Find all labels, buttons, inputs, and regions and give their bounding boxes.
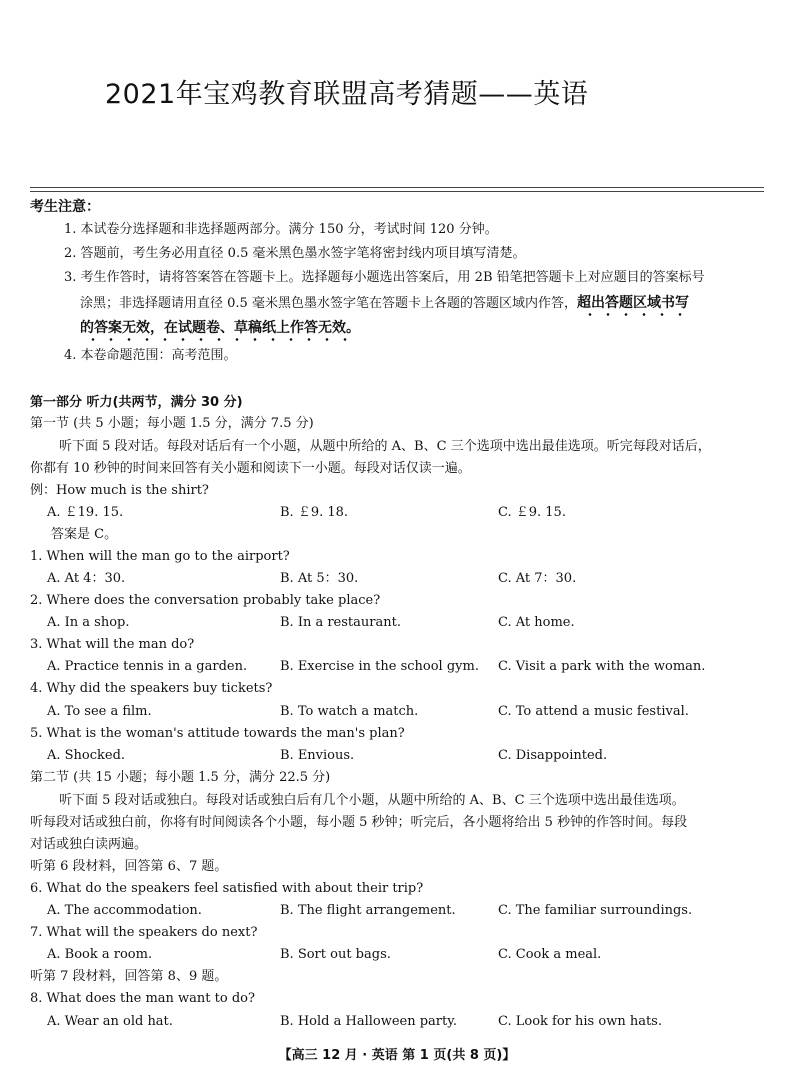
question-6-option-b: B. The flight arrangement. [280, 903, 456, 918]
question-7-option-a: A. Book a room. [47, 947, 153, 962]
material-6-label: 听第 6 段材料，回答第 6、7 题。 [30, 859, 228, 874]
example-answer: 答案是 C。 [51, 527, 118, 542]
question-8-option-a: A. Wear an old hat. [47, 1014, 173, 1029]
page-footer: 【高三 12 月 · 英语 第 1 页(共 8 页)】 [278, 1048, 516, 1063]
example-option-b: B. ￡9. 18. [280, 505, 349, 520]
question-4-option-a: A. To see a film. [47, 704, 152, 719]
notice-item-3-cont [80, 294, 689, 313]
question-2-option-a: A. In a shop. [47, 615, 130, 630]
notice-item-3-text: 涂黑；非选择题请用直径 0.5 毫米黑色墨水签字笔在答题卡上各题的答题区域内作答， [80, 296, 577, 311]
header-divider-inner [30, 191, 764, 192]
question-4-option-c: C. To attend a music festival. [498, 704, 689, 719]
question-7-option-b: B. Sort out bags. [280, 947, 391, 962]
example-question: 例：How much is the shirt? [30, 483, 209, 498]
page-title: 2021年宝鸡教育联盟高考猜题——英语 [105, 79, 589, 110]
section2-instructions-3: 对话或独白读两遍。 [30, 837, 148, 852]
section2-instructions-2: 听每段对话或独白前，你将有时间阅读各个小题，每小题 5 秒钟；听完后，各小题将给出 5 秒钟的作答时间。每段 [30, 815, 688, 830]
question-6-option-c: C. The familiar surroundings. [498, 903, 693, 918]
question-4-option-b: B. To watch a match. [280, 704, 419, 719]
question-6-option-a: A. The accommodation. [47, 903, 202, 918]
question-3-option-c: C. Visit a park with the woman. [498, 659, 706, 674]
section2-instructions-1: 听下面 5 段对话或独白。每段对话或独白后有几个小题，从题中所给的 A、B、C 三个选项中选出最佳选项。 [59, 793, 685, 808]
question-5-option-a: A. Shocked. [47, 748, 126, 763]
notice-bold-emphasis-2: 的答案无效，在试题卷、草稿纸上作答无效。 [80, 320, 360, 342]
question-2: 2. Where does the conversation probably take place? [30, 593, 381, 608]
notice-bold-line [80, 319, 360, 338]
question-5: 5. What is the woman's attitude towards the man's plan? [30, 726, 405, 741]
question-2-option-b: B. In a restaurant. [280, 615, 401, 630]
notice-item-4: 4. 本卷命题范围：高考范围。 [64, 348, 237, 363]
question-7-option-c: C. Cook a meal. [498, 947, 602, 962]
question-4: 4. Why did the speakers buy tickets? [30, 681, 273, 696]
question-7: 7. What will the speakers do next? [30, 925, 258, 940]
question-1: 1. When will the man go to the airport? [30, 549, 290, 564]
part1-heading: 第一部分 听力(共两节，满分 30 分) [30, 395, 243, 410]
question-1-option-a: A. At 4：30. [47, 571, 126, 586]
notice-bold-emphasis: 超出答题区域书写 [577, 295, 689, 317]
question-1-option-c: C. At 7：30. [498, 571, 577, 586]
material-7-label: 听第 7 段材料，回答第 8、9 题。 [30, 969, 228, 984]
header-divider [30, 187, 764, 188]
question-8-option-c: C. Look for his own hats. [498, 1014, 662, 1029]
question-3-option-b: B. Exercise in the school gym. [280, 659, 479, 674]
notice-heading: 考生注意： [30, 199, 100, 215]
question-8: 8. What does the man want to do? [30, 991, 255, 1006]
question-2-option-c: C. At home. [498, 615, 575, 630]
section1-instructions-2: 你都有 10 秒钟的时间来回答有关小题和阅读下一小题。每段对话仅读一遍。 [30, 461, 471, 476]
notice-item-3: 3. 考生作答时，请将答案答在答题卡上。选择题每小题选出答案后，用 2B 铅笔把答题卡上对应题目的答案标号 [64, 270, 705, 285]
question-8-option-b: B. Hold a Halloween party. [280, 1014, 457, 1029]
question-5-option-c: C. Disappointed. [498, 748, 608, 763]
question-1-option-b: B. At 5：30. [280, 571, 359, 586]
example-option-a: A. ￡19. 15. [47, 505, 124, 520]
notice-item-2: 2. 答题前，考生务必用直径 0.5 毫米黑色墨水签字笔将密封线内项目填写清楚。 [64, 246, 526, 261]
example-option-c: C. ￡9. 15. [498, 505, 566, 520]
section2-heading: 第二节 (共 15 小题；每小题 1.5 分，满分 22.5 分) [30, 770, 331, 785]
question-6: 6. What do the speakers feel satisfied with about their trip? [30, 881, 424, 896]
section1-instructions-1: 听下面 5 段对话。每段对话后有一个小题，从题中所给的 A、B、C 三个选项中选出最佳选项。听完每段对话后， [59, 439, 711, 454]
notice-item-1: 1. 本试卷分选择题和非选择题两部分。满分 150 分，考试时间 120 分钟。 [64, 222, 498, 237]
question-3: 3. What will the man do? [30, 637, 195, 652]
section1-heading: 第一节 (共 5 小题；每小题 1.5 分，满分 7.5 分) [30, 416, 314, 431]
question-3-option-a: A. Practice tennis in a garden. [47, 659, 248, 674]
question-5-option-b: B. Envious. [280, 748, 355, 763]
